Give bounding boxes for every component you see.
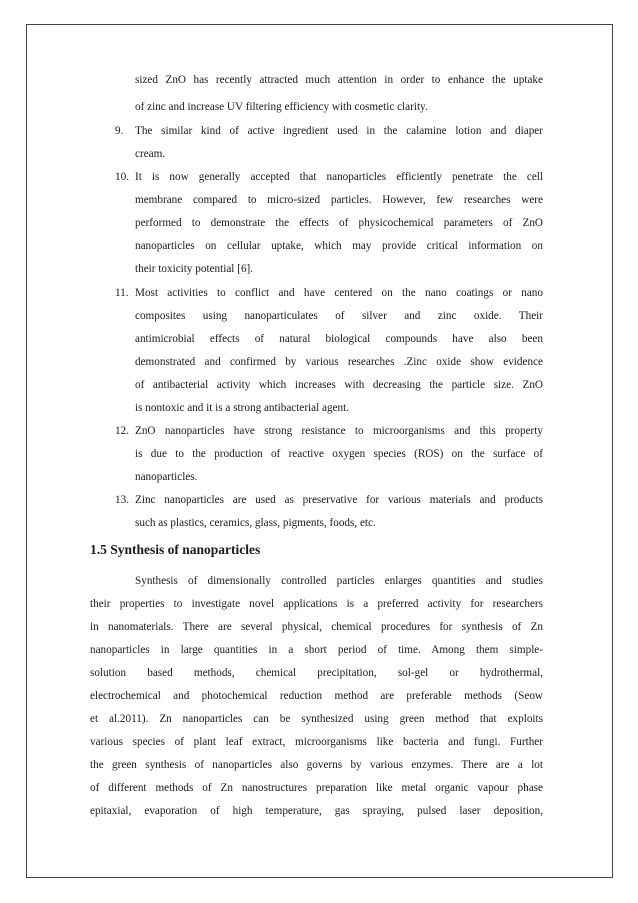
- item-11-line-2: composites using nanoparticulates of silver and zinc oxide. Their: [135, 310, 543, 322]
- paragraph-line-11: epitaxial, evaporation of high temperature, gas spraying, pulsed laser deposition,: [90, 805, 543, 817]
- paragraph-line-3: in nanomaterials. There are several physical, chemical procedures for synthesis of Zn: [90, 621, 543, 633]
- item-12-line-2: is due to the production of reactive oxygen species (ROS) on the surface of: [135, 448, 543, 460]
- item-11-line-3: antimicrobial effects of natural biological compounds have also been: [135, 333, 543, 345]
- item-13-number: 13.: [115, 494, 129, 506]
- paragraph-line-8: various species of plant leaf extract, microorganisms like bacteria and fungi. Further: [90, 736, 543, 748]
- item-11-line-4: demonstrated and confirmed by various researches .Zinc oxide show evidence: [135, 356, 543, 368]
- item-10-line-4: nanoparticles on cellular uptake, which may provide critical information on: [135, 240, 543, 252]
- item-8-line-2: of zinc and increase UV filtering efficiency with cosmetic clarity.: [135, 101, 428, 113]
- item-10-number: 10.: [115, 171, 129, 183]
- item-11-line-6: is nontoxic and it is a strong antibacterial agent.: [135, 402, 350, 414]
- item-11-line-1: Most activities to conflict and have centered on the nano coatings or nano: [135, 287, 543, 299]
- item-8-line-1: sized ZnO has recently attracted much attention in order to enhance the uptake: [135, 74, 543, 86]
- item-11-line-5: of antibacterial activity which increases with decreasing the particle size. ZnO: [135, 379, 543, 391]
- paragraph-line-5: solution based methods, chemical precipitation, sol-gel or hydrothermal,: [90, 667, 543, 679]
- item-10-line-3: performed to demonstrate the effects of physicochemical parameters of ZnO: [135, 217, 543, 229]
- item-9-line-1: The similar kind of active ingredient used in the calamine lotion and diaper: [135, 125, 543, 137]
- paragraph-line-7: et al.2011). Zn nanoparticles can be synthesized using green method that exploits: [90, 713, 543, 725]
- item-10-line-1: It is now generally accepted that nanoparticles efficiently penetrate the cell: [135, 171, 543, 183]
- paragraph-line-9: the green synthesis of nanoparticles also governs by various enzymes. There are a lot: [90, 759, 543, 771]
- item-12-line-3: nanoparticles.: [135, 471, 198, 483]
- paragraph-line-2: their properties to investigate novel applications is a preferred activity for researchers: [90, 598, 543, 610]
- item-10-line-5: their toxicity potential [6].: [135, 263, 254, 275]
- item-9-number: 9.: [115, 125, 124, 137]
- paragraph-line-6: electrochemical and photochemical reduction method are preferable methods (Seow: [90, 690, 543, 702]
- paragraph-line-1: Synthesis of dimensionally controlled particles enlarges quantities and studies: [135, 575, 543, 587]
- item-13-line-2: such as plastics, ceramics, glass, pigments, foods, etc.: [135, 517, 376, 529]
- item-12-number: 12.: [115, 425, 129, 437]
- paragraph-line-4: nanoparticles in large quantities in a short period of time. Among them simple-: [90, 644, 543, 656]
- item-12-line-1: ZnO nanoparticles have strong resistance to microorganisms and this property: [135, 425, 543, 437]
- section-heading: 1.5 Synthesis of nanoparticles: [90, 542, 261, 557]
- item-13-line-1: Zinc nanoparticles are used as preservative for various materials and products: [135, 494, 543, 506]
- item-11-number: 11.: [115, 287, 129, 299]
- paragraph-line-10: of different methods of Zn nanostructures preparation like metal organic vapour phase: [90, 782, 543, 794]
- item-9-line-2: cream.: [135, 148, 166, 160]
- item-10-line-2: membrane compared to micro-sized particles. However, few researches were: [135, 194, 543, 206]
